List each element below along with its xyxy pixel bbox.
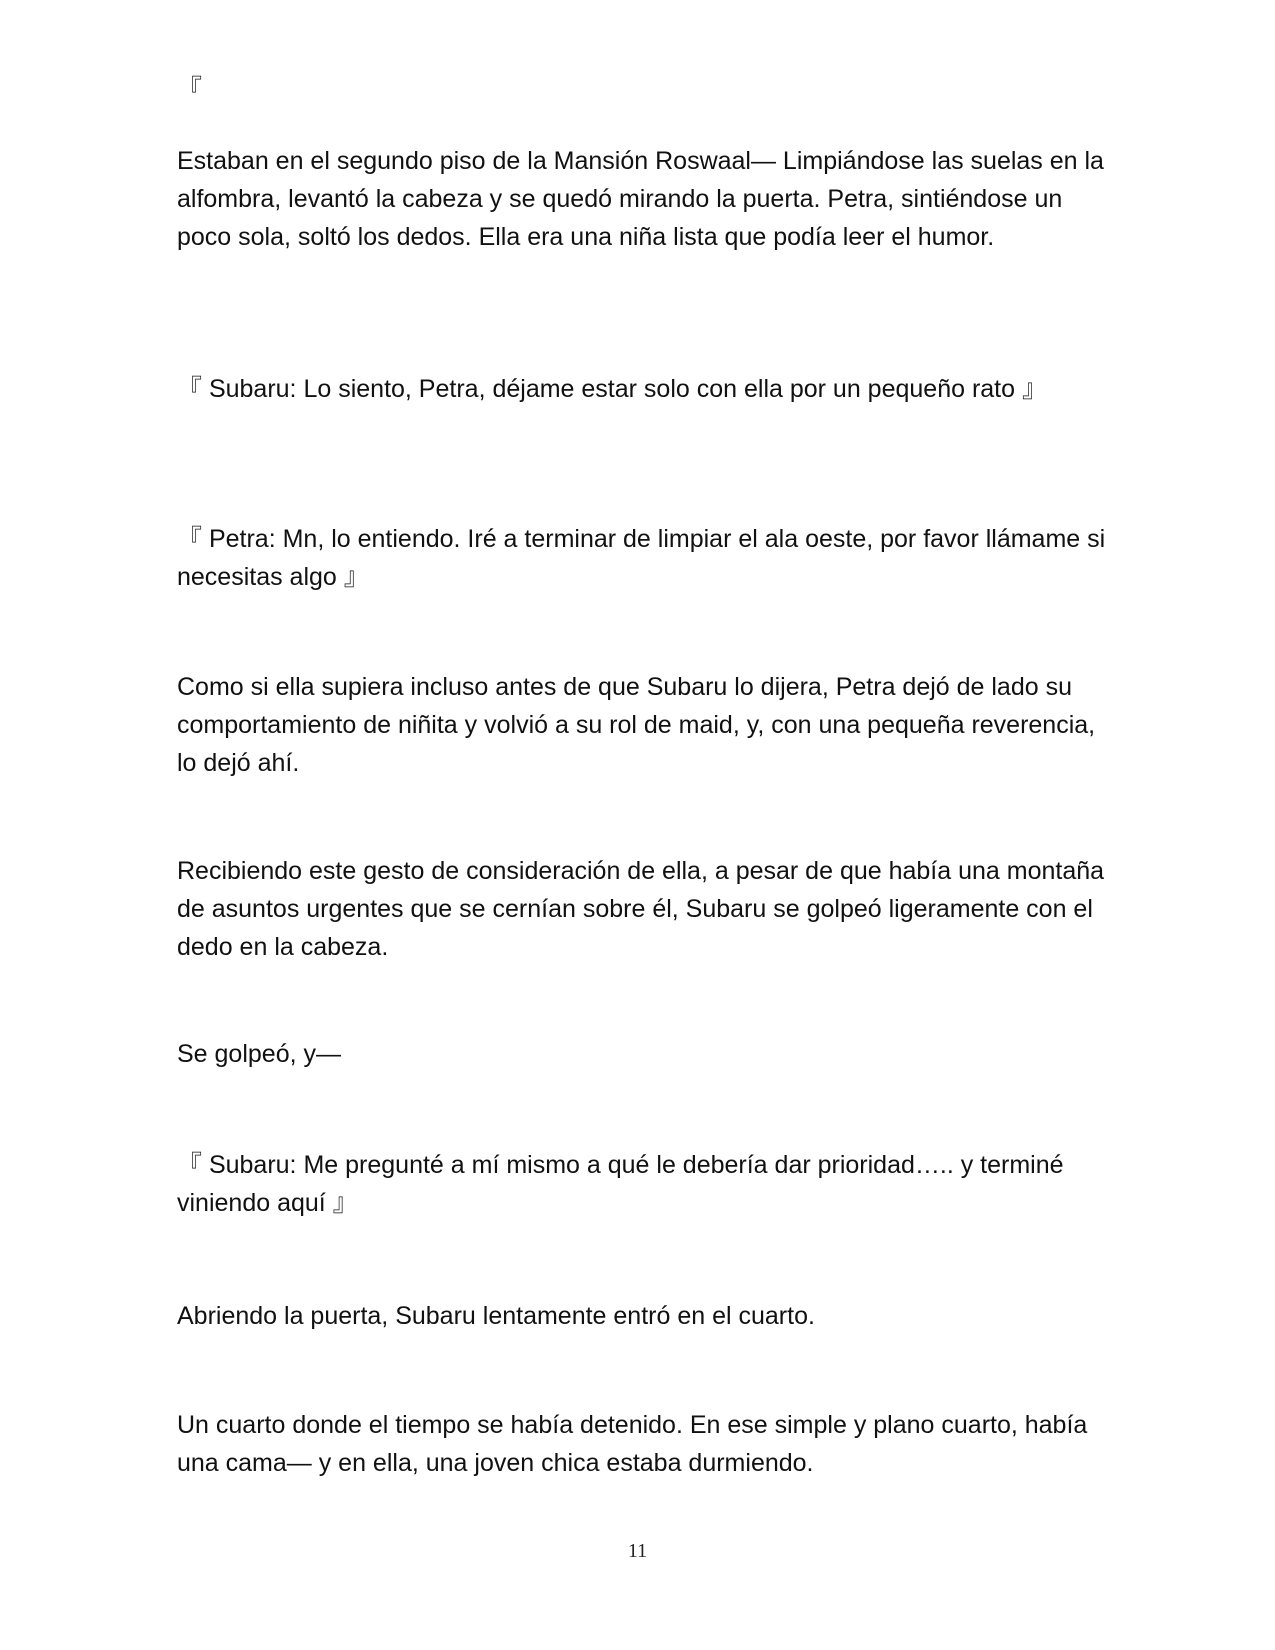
dialogue-petra: 『 Petra: Mn, lo entiendo. Iré a terminar de limpiar el ala oeste, por favor llámame si necesitas algo 』 bbox=[177, 525, 1106, 591]
paragraph-4: Se golpeó, y— bbox=[177, 1040, 341, 1068]
paragraph-3: Recibiendo este gesto de consideración de ella, a pesar de que había una montaña de asuntos urgentes que se cernían sobre él, Subaru se golpeó ligeramente con el dedo en la cabeza. bbox=[177, 857, 1105, 961]
dialogue-subaru-2: 『 Subaru: Me pregunté a mí mismo a qué le debería dar prioridad….. y terminé viniendo aquí 』 bbox=[177, 1151, 1064, 1217]
paragraph-1: Estaban en el segundo piso de la Mansión Roswaal— Limpiándose las suelas en la alfombra, levantó la cabeza y se quedó mirando la puerta. Petra, sintiéndose un poco sola, soltó los dedos. Ella era una niña lista que podía leer el humor. bbox=[177, 147, 1104, 251]
opening-bracket: 『 bbox=[177, 75, 203, 103]
paragraph-2: Como si ella supiera incluso antes de que Subaru lo dijera, Petra dejó de lado su comportamiento de niñita y volvió a su rol de maid, y, con una pequeña reverencia, lo dejó ahí. bbox=[177, 673, 1096, 777]
paragraph-5: Abriendo la puerta, Subaru lentamente entró en el cuarto. bbox=[177, 1302, 815, 1330]
page-number: 11 bbox=[627, 1540, 648, 1562]
paragraph-6: Un cuarto donde el tiempo se había detenido. En ese simple y plano cuarto, había una cama— y en ella, una joven chica estaba durmiendo. bbox=[177, 1411, 1088, 1477]
dialogue-subaru-1: 『 Subaru: Lo siento, Petra, déjame estar solo con ella por un pequeño rato 』 bbox=[177, 375, 1047, 403]
